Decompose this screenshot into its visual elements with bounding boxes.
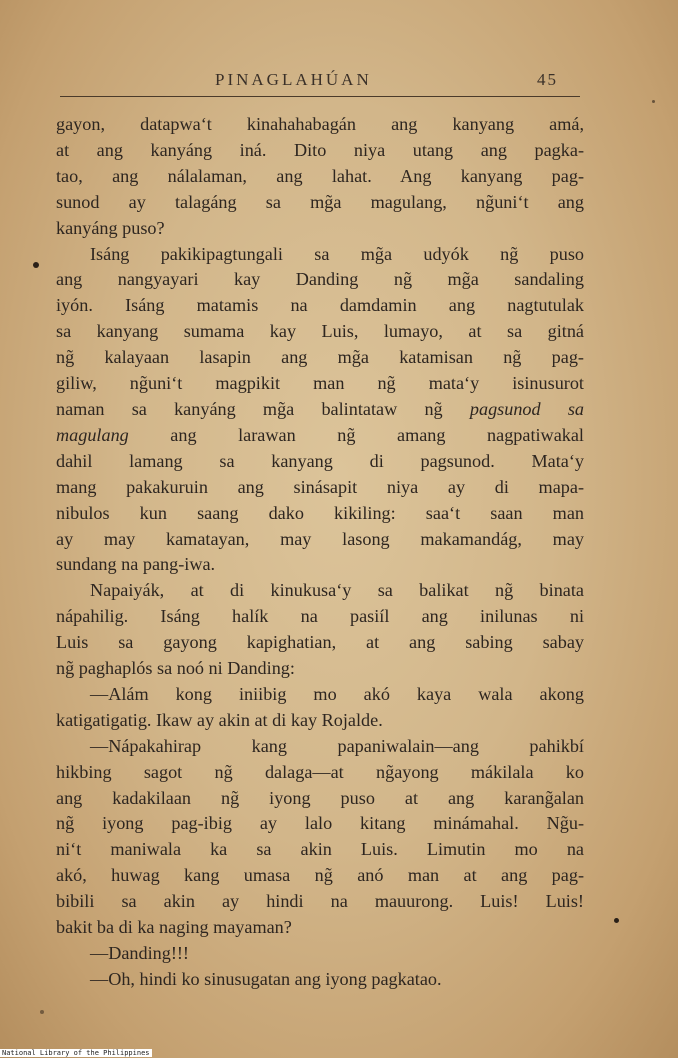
text-line: —Danding!!!: [90, 943, 189, 963]
text-line: gayon, datapwa‘t kinahahabagán ang kanyang amá,: [56, 114, 584, 134]
ink-speck: [652, 100, 655, 103]
italic-phrase: pagsunod sa: [469, 398, 585, 419]
text-line: ni‘t maniwala ka sa akin Luis. Limutin mo na: [56, 839, 584, 860]
text-line: mang pakakuruin ang sinásapit niya ay di mapa-: [56, 476, 584, 497]
running-header: [60, 70, 580, 97]
text-line: at ang kanyáng iná. Dito niya utang ang pagka-: [56, 139, 584, 160]
text-line: —Alám kong iniibig mo akó kaya wala akong: [90, 683, 584, 704]
text-line: nápahilig. Isáng halík na pasiíl ang inilunas ni: [56, 606, 584, 627]
text-line: Luis sa gayong kapighatian, at ang sabing sabay: [56, 632, 584, 653]
text-line: Isáng pakikipagtungali sa mg̃a udyók ng̃ puso: [90, 243, 584, 264]
text-line: ay may kamatayan, may lasong makamandág, may: [56, 528, 584, 549]
ink-speck: [33, 262, 39, 268]
text-line: dahil lamang sa kanyang di pagsunod. Mata‘y: [56, 450, 584, 471]
text-line: Napaiyák, at di kinukusa‘y sa balikat ng̃ binata: [90, 580, 584, 601]
text-line: —Oh, hindi ko sinusugatan ang iyong pagkatao.: [90, 968, 442, 989]
text-line: giliw, ng̃uni‘t magpikit man ng̃ mata‘y isinusurot: [56, 373, 584, 394]
text-line: nibulos kun saang dako kikiling: saa‘t saan man: [56, 502, 584, 523]
text-line: —Nápakahirap kang papaniwalain—ang pahikbí: [90, 735, 584, 756]
text-line: kanyáng puso?: [56, 217, 165, 238]
text-line: bakit ba di ka naging mayaman?: [56, 917, 292, 938]
text-line: ang nangyayari kay Danding ng̃ mg̃a sandaling: [56, 269, 584, 290]
text-line-with-italic: magulang ang larawan ng̃ amang nagpatiwakal: [56, 424, 584, 445]
text-line: sunod ay talagáng sa mg̃a magulang, ng̃uni‘t ang: [56, 191, 584, 212]
text-line-with-italic: naman sa kanyáng mg̃a balintataw ng̃ pagsunod sa: [56, 398, 585, 419]
ink-speck: [40, 1010, 44, 1014]
text-line: ang kadakilaan ng̃ iyong puso at ang karang̃alan: [56, 787, 584, 808]
text-line: sundang na pang-iwa.: [56, 554, 216, 575]
page-body: [56, 112, 584, 993]
text-line: hikbing sagot ng̃ dalaga—at ng̃ayong mákilala ko: [56, 761, 584, 782]
text-line: akó, huwag kang umasa ng̃ anó man at ang pag-: [56, 865, 584, 886]
ink-speck: [614, 918, 619, 923]
library-watermark: National Library of the Philippines: [2, 1049, 150, 1057]
text-line: bibili sa akin ay hindi na mauurong. Luis! Luis!: [56, 891, 584, 912]
text-line: tao, ang nálalaman, ang lahat. Ang kanyang pag-: [56, 165, 584, 186]
running-title: PINAGLAHÚAN: [215, 70, 372, 89]
text-line: ng̃ kalayaan lasapin ang mg̃a katamisan ng̃ pag-: [56, 347, 584, 368]
text-line: ng̃ paghaplós sa noó ni Danding:: [56, 658, 295, 679]
text-line: katigatigatig. Ikaw ay akin at di kay Rojalde.: [56, 709, 383, 730]
italic-phrase: magulang: [56, 424, 129, 445]
text-line: sa kanyang sumama kay Luis, lumayo, at sa gitná: [56, 321, 584, 342]
text-line: iyón. Isáng matamis na damdamin ang nagtutulak: [56, 295, 584, 316]
page-number: 45: [537, 70, 558, 89]
text-line: ng̃ iyong pag-ibig ay lalo kitang minámahal. Ng̃u-: [56, 813, 584, 834]
